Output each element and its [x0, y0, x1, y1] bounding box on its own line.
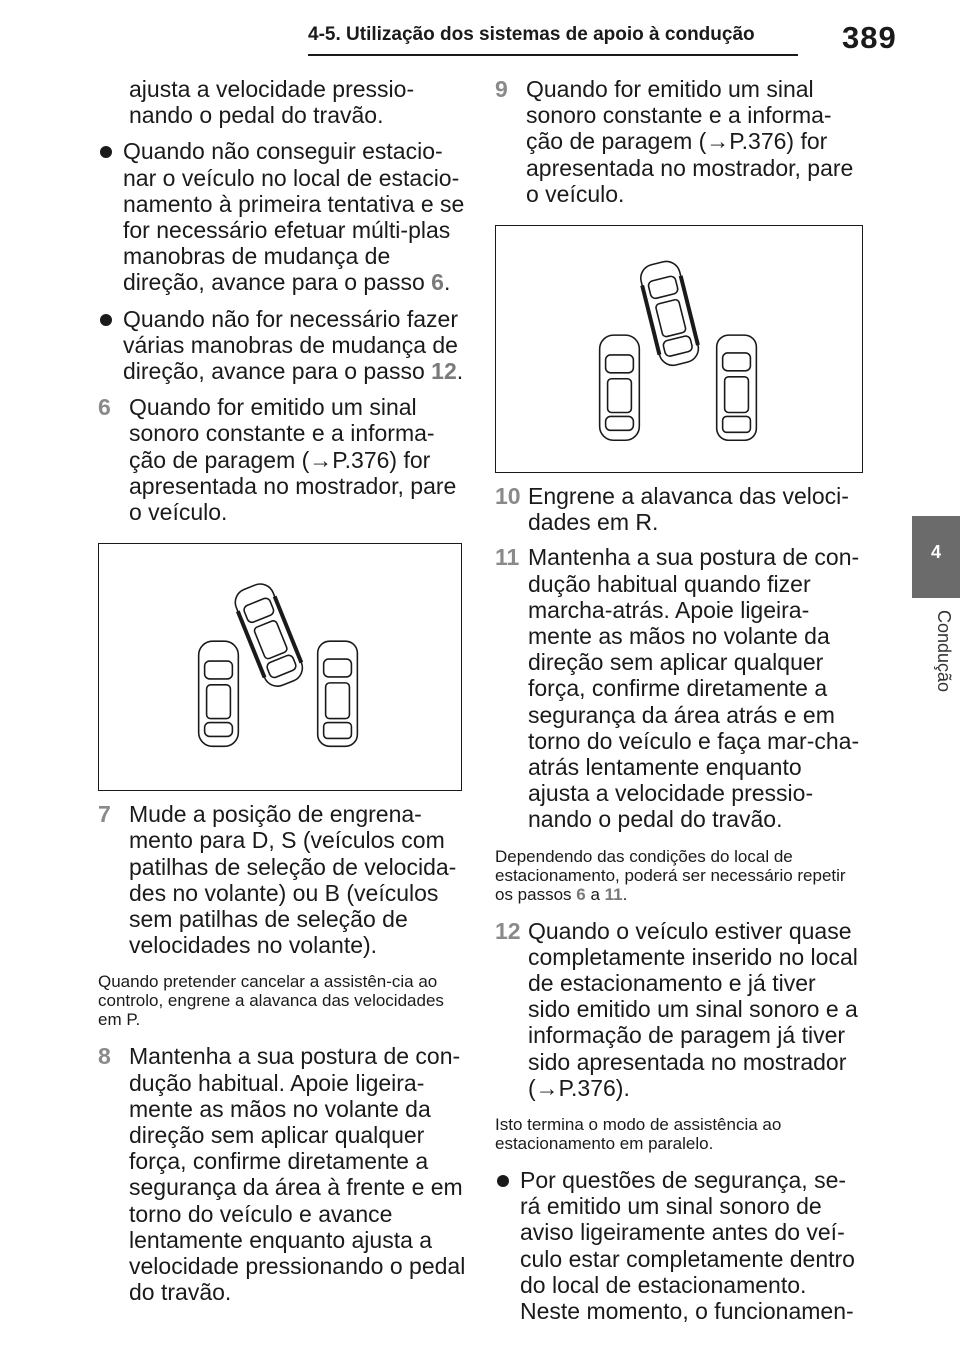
bullet-dot-icon — [497, 1175, 509, 1187]
bullet-text: Quando não conseguir estacio-nar o veículo no local de estacio-namento à primeira tentativa e se for necessário efetuar múlti-plas manobras de mudança de direção, avance para o passo — [123, 138, 465, 296]
step-reference-link[interactable]: 12 — [431, 358, 457, 385]
step-text: Engrene a alavanca das veloci-dades em R. — [528, 483, 849, 536]
page-number: 389 — [842, 20, 897, 55]
step-text: Quando o veículo estiver quase completamente inserido no local de estacionamento e já tiver sido emitido um sinal sonoro e a informação de paragem já tiver sido apresentada no mostrador (→P.376). — [528, 917, 858, 1101]
step-text: Quando for emitido um sinal sonoro constante e a informa-ção de paragem (→P.376) for apresentada no mostrador, pare o veículo. — [526, 76, 854, 207]
maneuvering-car-icon — [231, 580, 306, 691]
bullet-tail: . — [443, 269, 451, 296]
step-7 — [98, 801, 468, 958]
step-10 — [495, 483, 863, 535]
cars-parking-diagram — [99, 544, 461, 790]
step-text: Mantenha a sua postura de con-dução habitual quando fizer marcha-atrás. Apoie ligeira-mente as mãos no volante da direção sem aplicar qualquer força, confirme diretamente a segurança da área atrás e em torno do veículo e faça mar-cha-atrás lentamente enquanto ajusta a velocidade pressio-nando o pedal do travão. — [528, 544, 860, 833]
step-8 — [98, 1043, 468, 1305]
parked-car-left-icon — [199, 641, 239, 746]
step-12 — [495, 918, 863, 1101]
bullet-dot-icon — [100, 314, 112, 326]
step-number: 7 — [98, 801, 111, 828]
step-text: Quando for emitido um sinal sonoro constante e a informa-ção de paragem (→P.376) for apresentada no mostrador, pare o veículo. — [129, 394, 457, 526]
section-title: 4-5. Utilização dos sistemas de apoio à condução — [308, 24, 755, 45]
chapter-number: 4 — [930, 542, 941, 562]
bullet-dot-icon — [100, 146, 112, 158]
parked-car-left-icon — [600, 335, 640, 440]
step-note — [495, 847, 863, 904]
step-6 — [98, 394, 468, 525]
step-11 — [495, 544, 863, 832]
cars-parking-diagram — [496, 226, 862, 472]
step-number: 9 — [495, 76, 508, 102]
header-rule — [308, 54, 798, 56]
step-reference-link[interactable]: 11 — [604, 884, 623, 904]
bullet-text: Quando não for necessário fazer várias manobras de mudança de direção, avance para o passo — [123, 305, 458, 385]
step-9 — [495, 76, 863, 207]
parked-car-right-icon — [717, 335, 757, 440]
bullet-item — [98, 138, 468, 295]
bullet-text: Por questões de segurança, se-rá emitido um sinal sonoro de aviso ligeiramente antes do veí-culo estar completamente dentro do local de estacionamento. Neste momento, o funcionamen- — [520, 1167, 855, 1325]
step-number: 10 — [495, 483, 521, 510]
parking-illustration-reverse — [495, 225, 863, 473]
left-column — [98, 76, 468, 1315]
bullet-item — [495, 1167, 863, 1324]
bullet-item — [98, 306, 468, 385]
step-reference-link[interactable]: 6 — [576, 884, 586, 904]
step-text: Mantenha a sua postura de con-dução habitual. Apoie ligeira-mente as mãos no volante da direção sem aplicar qualquer força, confirme diretamente a segurança da área à frente e em torno do veículo e avance lentamente enquanto ajusta a velocidade pressionando o pedal do travão. — [129, 1043, 466, 1306]
step-reference-link[interactable]: 6 — [431, 269, 444, 296]
step-number: 6 — [98, 394, 111, 421]
step-text: Mude a posição de engrena-mento para D, S (veículos com patilhas de seleção de velocida-des no volante) ou B (veículos sem patilhas de seleção de velocidades no volante). — [129, 801, 457, 959]
step-number: 8 — [98, 1043, 111, 1070]
step-note: Quando pretender cancelar a assistên-cia ao controlo, engrene a alavanca das velocidades em P. — [98, 972, 444, 1030]
note-text: a — [585, 884, 605, 904]
step-number: 12 — [495, 917, 521, 944]
parked-car-right-icon — [318, 641, 358, 746]
step-note: Isto termina o modo de assistência ao estacionamento em paralelo. — [495, 1115, 782, 1154]
step-number: 11 — [495, 544, 520, 571]
right-column — [495, 76, 863, 1334]
maneuvering-car-icon — [638, 259, 701, 369]
note-tail: . — [622, 884, 628, 904]
bullet-tail: . — [456, 358, 464, 385]
chapter-label: Condução — [934, 610, 954, 693]
note-text: Dependendo das condições do local de estacionamento, poderá ser necessário repetir os passos — [495, 846, 846, 904]
continued-text: ajusta a velocidade pressio-nando o pedal do travão. — [129, 76, 415, 129]
parking-illustration-forward — [98, 543, 462, 791]
